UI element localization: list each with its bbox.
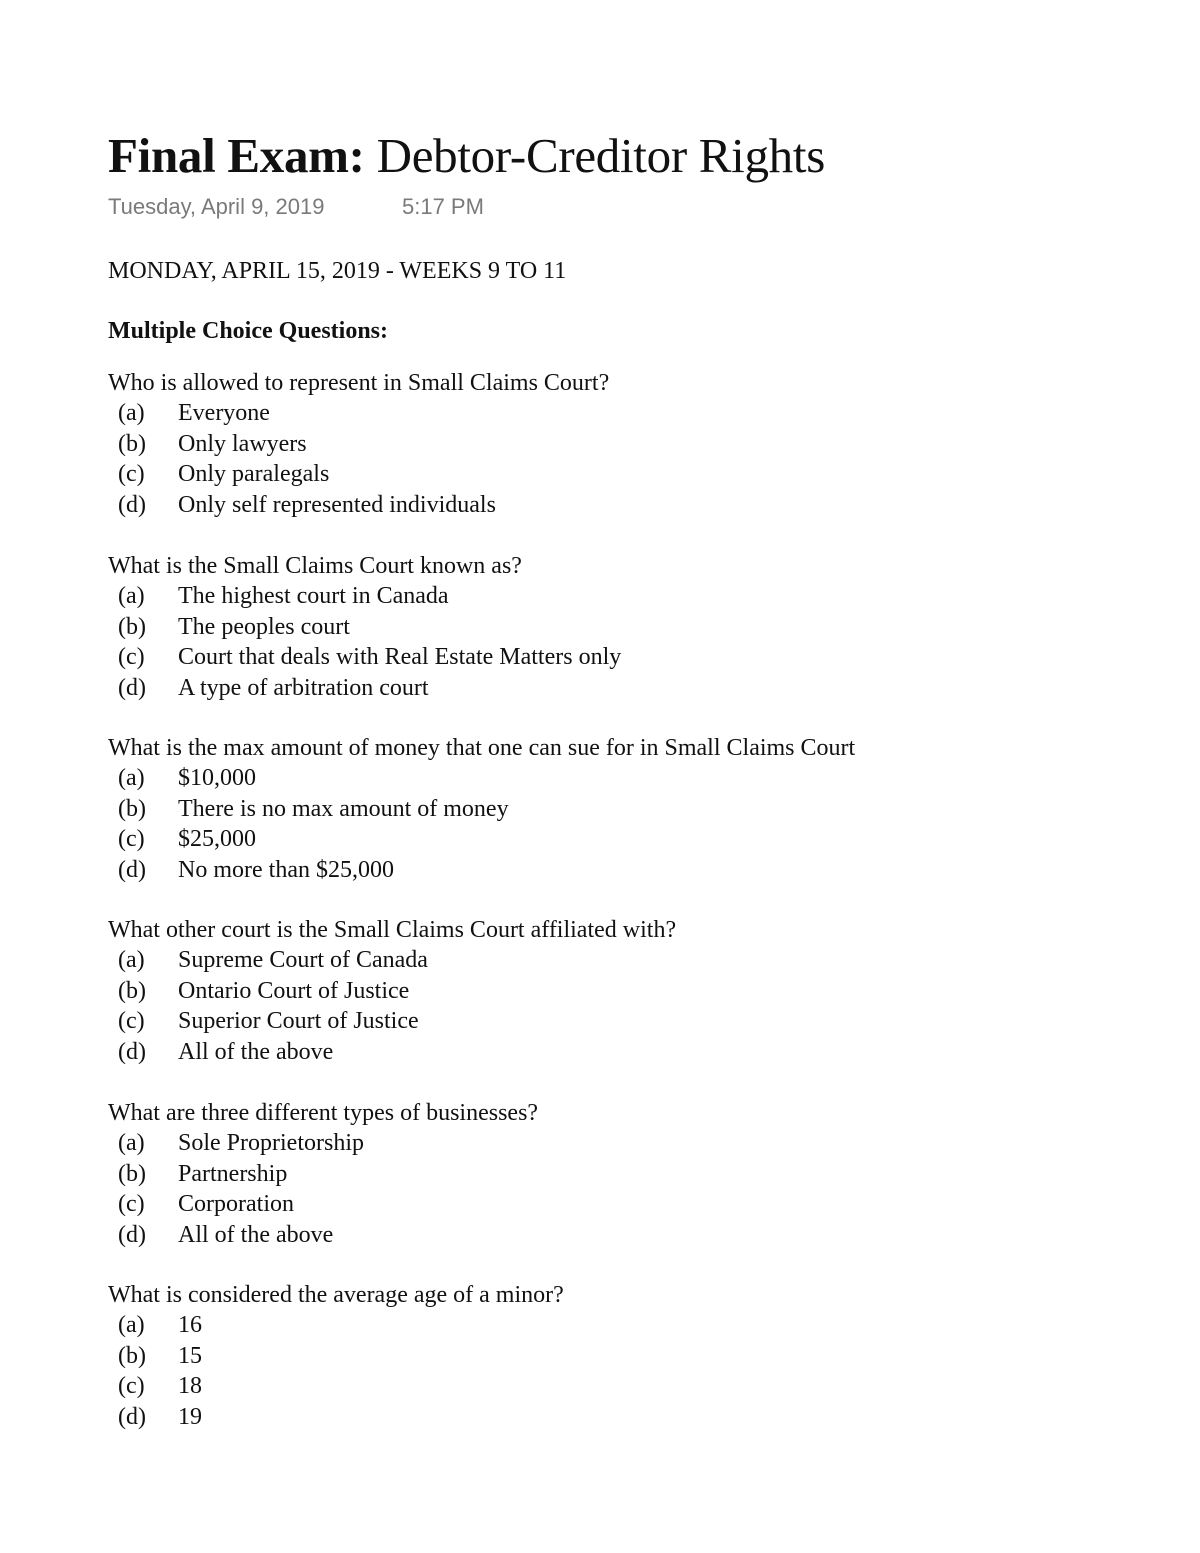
answer-option: [108, 1128, 1108, 1159]
answer-option: [108, 763, 1108, 794]
title-subject: Debtor-Creditor Rights: [364, 128, 825, 183]
answer-option: [108, 612, 1108, 643]
page-title: [108, 126, 825, 186]
option-text: $25,000: [178, 826, 256, 852]
title-bold-part: Final Exam:: [108, 128, 365, 183]
question-text: Who is allowed to represent in Small Claims Court?: [108, 370, 610, 396]
question-2: [108, 551, 1108, 703]
option-text: Court that deals with Real Estate Matters only: [178, 644, 622, 670]
question-text: What is considered the average age of a minor?: [108, 1282, 564, 1308]
answer-option: [108, 824, 1108, 855]
answer-option: [108, 1310, 1108, 1341]
note-date: Tuesday, April 9, 2019: [108, 194, 325, 219]
option-letter: (b): [118, 1342, 146, 1369]
option-letter: (d): [118, 674, 146, 701]
answer-option: [108, 1037, 1108, 1068]
question-6: [108, 1280, 1108, 1432]
option-letter: (c): [118, 1008, 145, 1034]
option-text: Only self represented individuals: [178, 491, 496, 518]
option-text: 18: [178, 1373, 202, 1399]
option-letter: (a): [118, 400, 145, 426]
question-5: [108, 1098, 1108, 1250]
option-letter: (a): [118, 583, 145, 609]
answer-option: [108, 1341, 1108, 1372]
option-text: $10,000: [178, 765, 256, 791]
answer-option: [108, 1189, 1108, 1220]
answer-option: [108, 429, 1108, 460]
option-text: Only paralegals: [178, 461, 330, 487]
answer-option: [108, 673, 1108, 704]
option-text: Superior Court of Justice: [178, 1008, 419, 1034]
answer-option: [108, 581, 1108, 612]
option-text: Everyone: [178, 400, 270, 426]
option-text: There is no max amount of money: [178, 795, 509, 822]
option-letter: (d): [118, 1403, 146, 1430]
section-heading: Multiple Choice Questions:: [108, 318, 388, 344]
option-text: Only lawyers: [178, 430, 307, 457]
answer-option: [108, 459, 1108, 490]
question-text: What other court is the Small Claims Court affiliated with?: [108, 917, 677, 943]
option-text: Partnership: [178, 1160, 288, 1187]
option-text: All of the above: [178, 1221, 334, 1248]
answer-option: [108, 398, 1108, 429]
option-text: 15: [178, 1342, 202, 1369]
option-letter: (b): [118, 1160, 146, 1187]
option-letter: (b): [118, 613, 146, 640]
note-metadata: [108, 192, 484, 222]
option-text: Ontario Court of Justice: [178, 977, 410, 1004]
option-letter: (d): [118, 491, 146, 518]
option-letter: (a): [118, 1130, 145, 1156]
question-4: [108, 915, 1108, 1067]
option-letter: (c): [118, 644, 145, 670]
answer-option: [108, 1159, 1108, 1190]
option-letter: (c): [118, 826, 145, 852]
option-text: No more than $25,000: [178, 856, 394, 883]
option-letter: (b): [118, 977, 146, 1004]
option-text: The highest court in Canada: [178, 583, 449, 609]
question-text: What are three different types of businesses?: [108, 1100, 539, 1126]
answer-option: [108, 642, 1108, 673]
option-letter: (d): [118, 856, 146, 883]
answer-option: [108, 945, 1108, 976]
question-text: What is the max amount of money that one can sue for in Small Claims Court: [108, 735, 856, 761]
option-letter: (b): [118, 795, 146, 822]
answer-option: [108, 490, 1108, 521]
option-letter: (a): [118, 765, 145, 791]
answer-option: [108, 794, 1108, 825]
option-text: A type of arbitration court: [178, 674, 429, 701]
exam-date-line: MONDAY, APRIL 15, 2019 - WEEKS 9 TO 11: [108, 258, 567, 284]
option-text: The peoples court: [178, 613, 350, 640]
option-letter: (d): [118, 1038, 146, 1065]
answer-option: [108, 976, 1108, 1007]
note-time: 5:17 PM: [402, 194, 484, 219]
question-3: [108, 733, 1108, 885]
option-letter: (b): [118, 430, 146, 457]
question-1: [108, 368, 1108, 520]
option-text: 19: [178, 1403, 202, 1430]
answer-option: [108, 1220, 1108, 1251]
option-letter: (c): [118, 1373, 145, 1399]
option-letter: (a): [118, 1312, 145, 1338]
option-text: 16: [178, 1312, 202, 1338]
option-text: Sole Proprietorship: [178, 1130, 364, 1156]
option-text: All of the above: [178, 1038, 334, 1065]
option-letter: (d): [118, 1221, 146, 1248]
option-letter: (c): [118, 1191, 145, 1217]
option-letter: (c): [118, 461, 145, 487]
question-text: What is the Small Claims Court known as?: [108, 553, 522, 579]
answer-option: [108, 1371, 1108, 1402]
option-text: Corporation: [178, 1191, 294, 1217]
answer-option: [108, 855, 1108, 886]
option-letter: (a): [118, 947, 145, 973]
answer-option: [108, 1006, 1108, 1037]
answer-option: [108, 1402, 1108, 1433]
option-text: Supreme Court of Canada: [178, 947, 428, 973]
